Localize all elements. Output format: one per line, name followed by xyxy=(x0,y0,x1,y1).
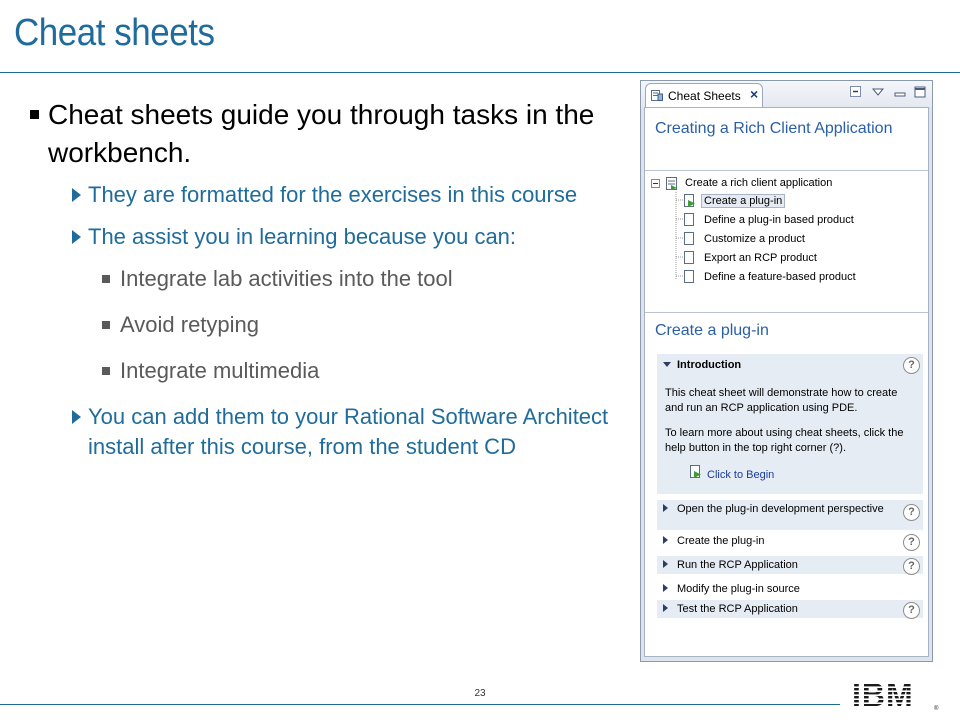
cheat-sheet-icon xyxy=(651,90,663,101)
bullet-sub1-text: They are formatted for the exercises in this course xyxy=(88,182,578,207)
bullet-sub2-item xyxy=(102,264,618,294)
tree-item[interactable]: Customize a product xyxy=(704,233,805,245)
cheat-sheets-view xyxy=(640,80,933,662)
step-label: Run the RCP Application xyxy=(677,559,798,571)
step-row[interactable] xyxy=(657,556,923,574)
step-row[interactable] xyxy=(657,580,923,598)
bullet-sub2-item-text: Integrate multimedia xyxy=(120,358,320,383)
introduction-text: This cheat sheet will demonstrate how to create and run an RCP application using PDE. xyxy=(665,387,898,414)
triangle-bullet-icon xyxy=(72,230,81,244)
divider xyxy=(645,170,928,171)
help-icon[interactable]: ? xyxy=(903,534,920,551)
chevron-right-icon xyxy=(663,504,668,512)
chevron-right-icon xyxy=(663,584,668,592)
bullet-sub3-text: You can add them to your Rational Software Architect install after this course, from the student CD xyxy=(88,404,609,459)
step-document-icon xyxy=(683,250,697,265)
square-bullet-icon xyxy=(102,367,110,375)
svg-text:IBM: IBM xyxy=(852,677,914,713)
step-label: Create the plug-in xyxy=(677,535,765,547)
tree-item[interactable]: Define a plug-in based product xyxy=(704,214,854,226)
step-document-icon xyxy=(683,231,697,246)
maximize-icon[interactable] xyxy=(913,85,927,99)
view-menu-icon[interactable] xyxy=(871,85,885,99)
cheat-sheet-title: Creating a Rich Client Application xyxy=(655,120,893,137)
collapse-all-icon[interactable] xyxy=(849,85,863,99)
ibm-logo xyxy=(850,676,942,716)
tab-label: Cheat Sheets xyxy=(668,89,741,103)
square-bullet-icon xyxy=(102,321,110,329)
close-icon[interactable]: × xyxy=(750,86,759,102)
bullet-sub3 xyxy=(72,402,618,462)
bullet-sub2-item xyxy=(102,356,618,386)
step-document-icon xyxy=(683,212,697,227)
step-label: Modify the plug-in source xyxy=(677,583,800,595)
divider xyxy=(645,312,928,313)
start-icon[interactable] xyxy=(689,464,703,480)
tree-connector-lines xyxy=(651,176,681,296)
page-number: 23 xyxy=(474,688,486,699)
step-document-icon xyxy=(683,269,697,284)
triangle-bullet-icon xyxy=(72,410,81,424)
help-icon[interactable]: ? xyxy=(903,558,920,575)
cheat-sheet-content xyxy=(644,107,929,657)
minimize-icon[interactable] xyxy=(893,85,907,99)
section-title: Create a plug-in xyxy=(655,322,769,339)
title-divider xyxy=(0,72,960,73)
bullet-main xyxy=(28,96,618,172)
introduction-panel xyxy=(657,354,923,494)
tree-item[interactable]: Create a plug-in xyxy=(701,194,785,208)
chevron-right-icon xyxy=(663,536,668,544)
introduction-text: To learn more about using cheat sheets, click the help button in the top right corner (?). xyxy=(665,427,904,454)
footer-divider xyxy=(0,704,840,705)
introduction-title[interactable]: Introduction xyxy=(677,359,742,371)
bullet-sub2 xyxy=(72,222,618,252)
help-icon[interactable]: ? xyxy=(903,504,920,521)
view-tab-bar xyxy=(641,81,932,107)
bullet-list xyxy=(28,96,618,474)
bullet-sub2-text: The assist you in learning because you can: xyxy=(88,224,517,249)
step-label: Open the plug-in development perspective xyxy=(677,503,884,515)
tree-item[interactable]: Define a feature-based product xyxy=(704,271,856,283)
click-to-begin-link[interactable]: Click to Begin xyxy=(707,469,775,481)
tree-root[interactable]: Create a rich client application xyxy=(685,177,833,189)
bullet-sub2-item-text: Integrate lab activities into the tool xyxy=(120,266,453,291)
step-row[interactable] xyxy=(657,500,923,530)
triangle-bullet-icon xyxy=(72,188,81,202)
tab-cheat-sheets[interactable] xyxy=(645,83,763,107)
slide-title: Cheat sheets xyxy=(14,12,215,54)
square-bullet-icon xyxy=(102,275,110,283)
help-icon[interactable]: ? xyxy=(903,602,920,619)
svg-text:®: ® xyxy=(934,706,939,712)
chevron-right-icon xyxy=(663,560,668,568)
introduction-body xyxy=(665,386,915,456)
step-row[interactable] xyxy=(657,532,923,550)
tree-item[interactable]: Export an RCP product xyxy=(704,252,817,264)
step-row[interactable] xyxy=(657,600,923,618)
help-icon[interactable]: ? xyxy=(903,357,920,374)
chevron-right-icon xyxy=(663,604,668,612)
chevron-down-icon[interactable] xyxy=(663,362,671,368)
square-bullet-icon xyxy=(30,110,39,119)
bullet-sub2-item-text: Avoid retyping xyxy=(120,312,260,337)
bullet-sub2-item xyxy=(102,310,618,340)
bullet-main-text: Cheat sheets guide you through tasks in the workbench. xyxy=(48,99,595,168)
step-running-icon xyxy=(683,193,697,208)
step-label: Test the RCP Application xyxy=(677,603,798,615)
bullet-sub1 xyxy=(72,180,618,210)
